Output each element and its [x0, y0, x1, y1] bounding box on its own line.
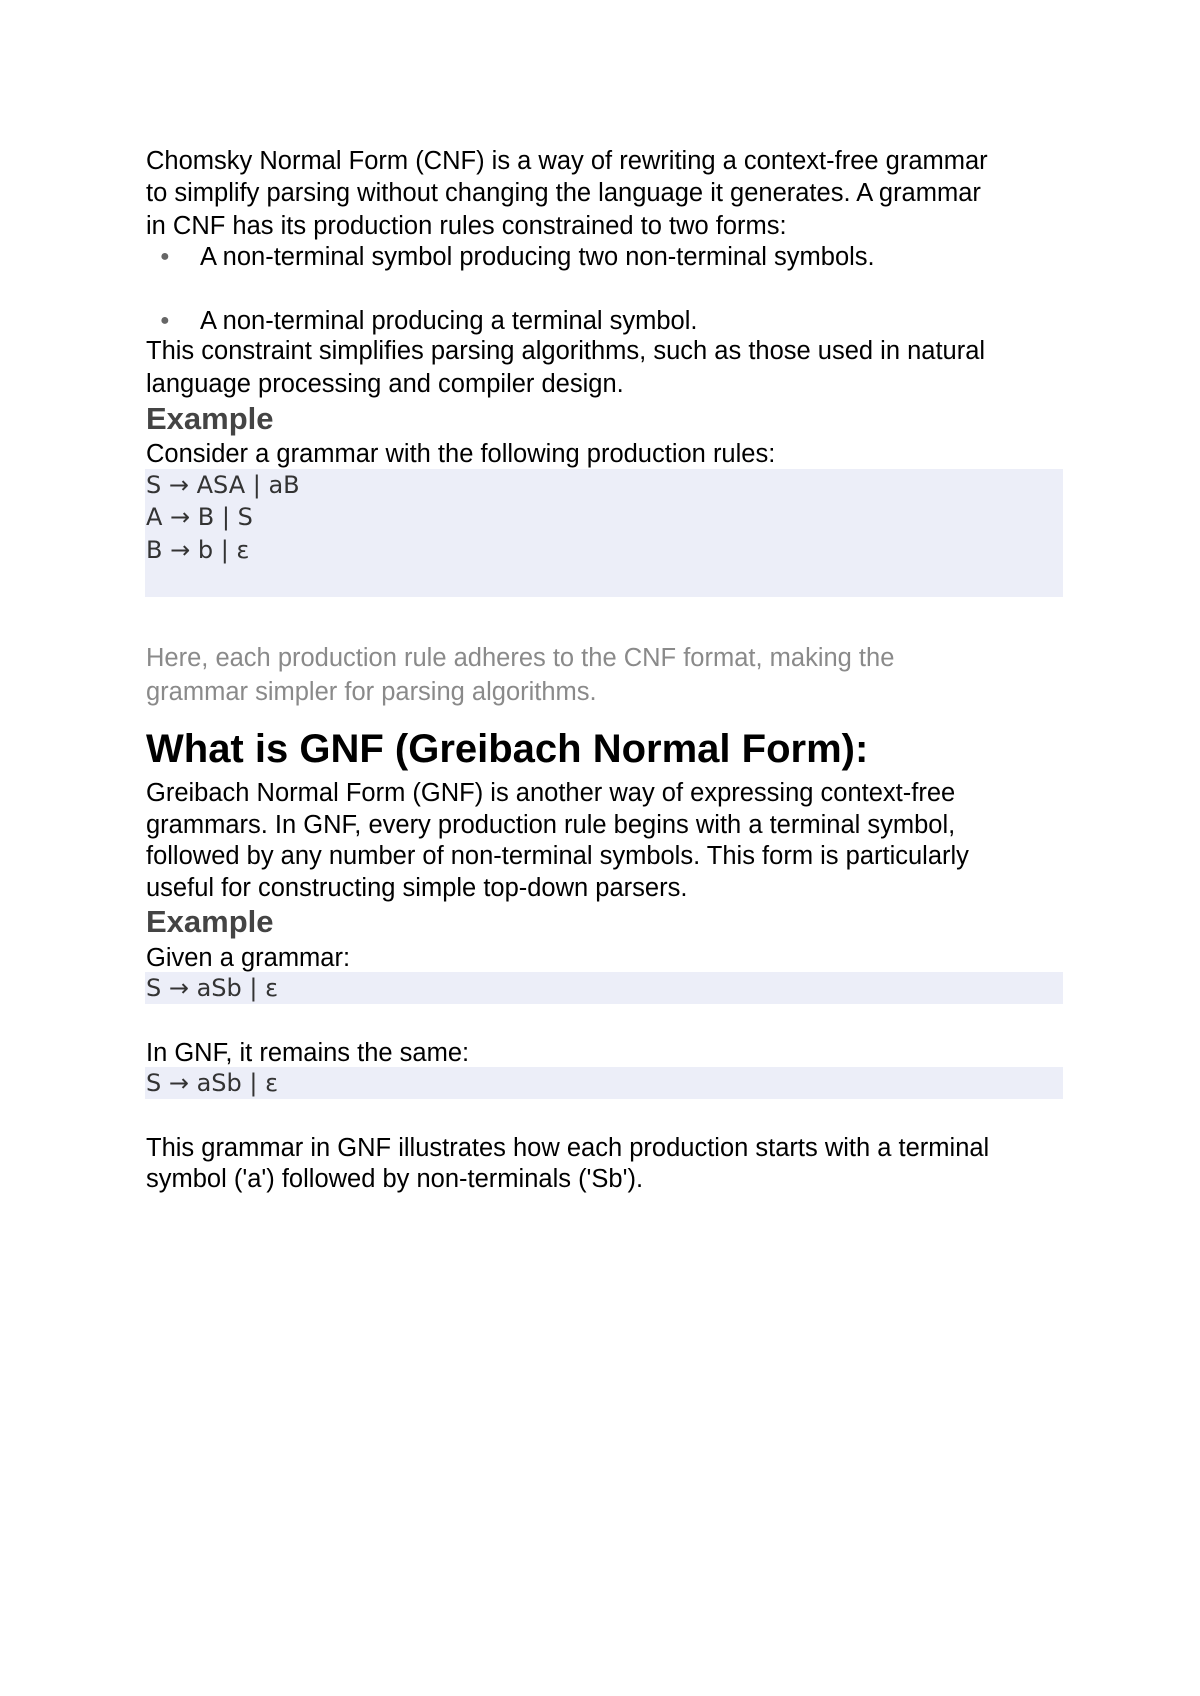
text-line: followed by any number of non-terminal symbols. This form is particularly	[146, 842, 969, 870]
gnf-code-block	[145, 972, 1063, 1004]
bullet-icon: ●	[160, 312, 170, 329]
code-line: S → aSb | ε	[146, 1069, 279, 1097]
note-line: grammar simpler for parsing algorithms.	[146, 678, 597, 706]
gnf-code-block-2	[145, 1067, 1063, 1099]
cnf-example-heading: Example	[146, 401, 274, 436]
text-line: Greibach Normal Form (GNF) is another way of expressing context-free	[146, 779, 956, 807]
text-line: symbol ('a') followed by non-terminals ('Sb').	[146, 1165, 644, 1193]
text-line: This grammar in GNF illustrates how each production starts with a terminal	[146, 1134, 990, 1162]
text-line: grammars. In GNF, every production rule begins with a terminal symbol,	[146, 811, 956, 839]
text-line: language processing and compiler design.	[146, 370, 624, 398]
note-line: Here, each production rule adheres to the CNF format, making the	[146, 644, 895, 672]
bullet-icon: ●	[160, 248, 170, 265]
code-line: S → ASA | aB	[146, 471, 300, 499]
list-item: A non-terminal producing a terminal symbol.	[200, 307, 698, 335]
code-line: A → B | S	[146, 503, 253, 531]
text-line: Consider a grammar with the following production rules:	[146, 440, 776, 468]
code-line: S → aSb | ε	[146, 974, 279, 1002]
text-line: This constraint simplifies parsing algorithms, such as those used in natural	[146, 337, 986, 365]
text-line: in CNF has its production rules constrained to two forms:	[146, 212, 787, 240]
list-item: A non-terminal symbol producing two non-terminal symbols.	[200, 243, 875, 271]
code-line: B → b | ε	[146, 536, 250, 564]
gnf-heading: What is GNF (Greibach Normal Form):	[146, 727, 869, 771]
text-line: useful for constructing simple top-down parsers.	[146, 874, 688, 902]
text-line: Chomsky Normal Form (CNF) is a way of rewriting a context-free grammar	[146, 147, 988, 175]
gnf-example-heading: Example	[146, 904, 274, 939]
text-line: to simplify parsing without changing the language it generates. A grammar	[146, 179, 981, 207]
text-line: In GNF, it remains the same:	[146, 1039, 470, 1067]
text-line: Given a grammar:	[146, 944, 351, 972]
